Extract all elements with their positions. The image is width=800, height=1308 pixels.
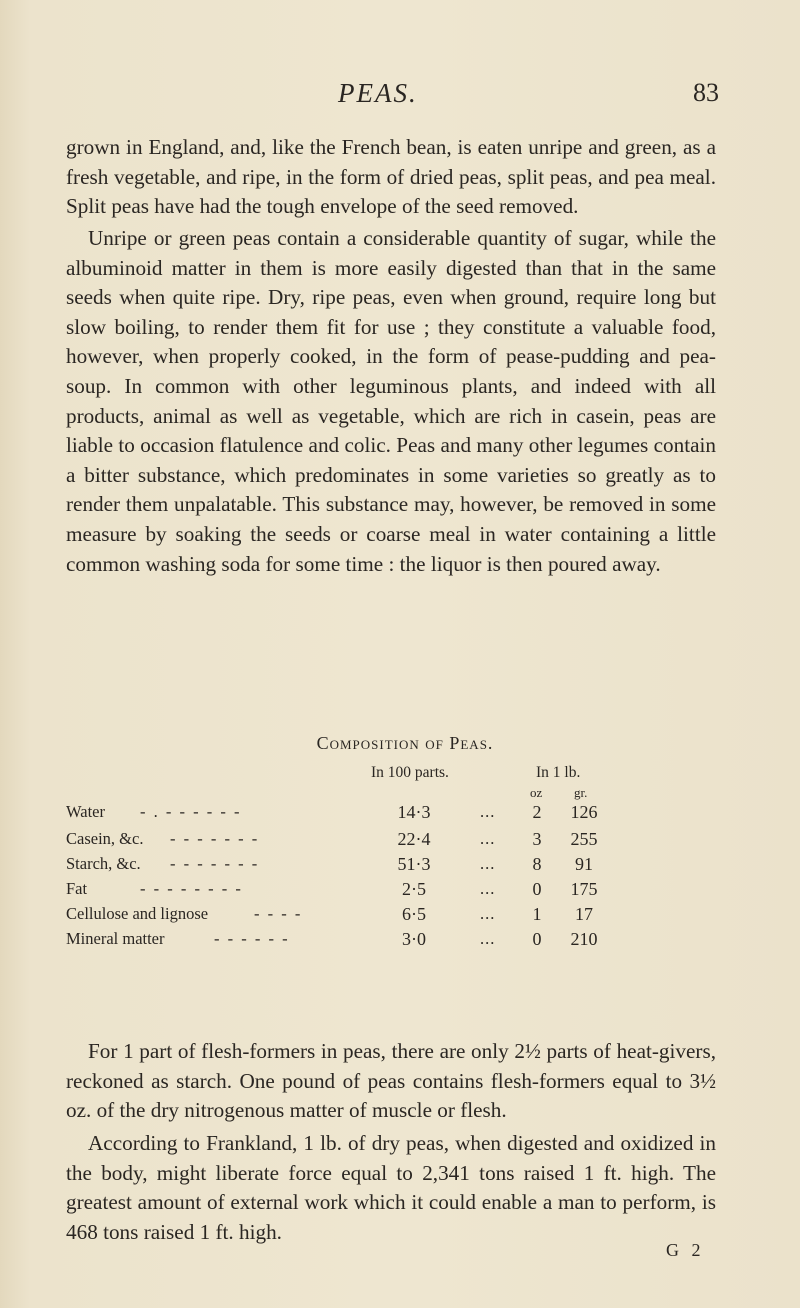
- row-oz: 3: [532, 829, 542, 849]
- row-leader: - - - - - -: [214, 929, 290, 948]
- row-dots: ...: [480, 854, 496, 873]
- table-row: [66, 854, 726, 876]
- row-leader: - - - - - - - -: [140, 879, 243, 898]
- row-label: Water: [66, 802, 105, 821]
- row-oz: 1: [532, 904, 542, 924]
- composition-table: [66, 764, 726, 994]
- row-label: Casein, &c.: [66, 829, 144, 848]
- row-parts: 6·5: [402, 904, 426, 924]
- row-parts: 14·3: [397, 802, 431, 822]
- running-title: PEAS.: [338, 78, 418, 108]
- row-label: Mineral matter: [66, 929, 165, 948]
- row-label: Starch, &c.: [66, 854, 141, 873]
- row-gr: 91: [575, 854, 593, 874]
- row-leader: - - - -: [254, 904, 303, 923]
- row-oz: 0: [532, 929, 542, 949]
- row-dots: ...: [480, 829, 496, 848]
- unit-gr: gr.: [574, 785, 588, 800]
- column-header-1-lb: In 1 lb.: [536, 764, 581, 781]
- row-oz: 2: [532, 802, 542, 822]
- row-dots: ...: [480, 929, 496, 948]
- row-gr: 210: [570, 929, 598, 949]
- row-leader: - - - - - - -: [170, 829, 260, 848]
- row-parts: 51·3: [397, 854, 431, 874]
- table-row: [66, 802, 726, 824]
- paragraph-1: grown in England, and, like the French bean, is eaten unripe and green, as a fresh vegetable, and ripe, in the form of dried peas, split peas, and pea meal. Split peas have had the tough envelope of the seed removed.: [66, 135, 716, 219]
- paragraph-4: According to Frankland, 1 lb. of dry peas, when digested and oxidized in the body, might liberate force equal to 2,341 tons raised 1 ft. high. The greatest amount of external work which it could enable a man to perform, is 468 tons raised 1 ft. high.: [66, 1131, 716, 1244]
- row-parts: 2·5: [402, 879, 426, 899]
- table-row: [66, 879, 726, 901]
- table-row: [66, 929, 726, 951]
- paragraph-2: Unripe or green peas contain a considerable quantity of sugar, while the albuminoid matter in them is more easily digested than that in the same seeds when quite ripe. Dry, ripe peas, even when ground, require long but slow boiling, to render them fit for use ; they constitute a valuable food, however, when properly cooked, in the form of pease-pudding and pea-soup. In common with other leguminous plants, and indeed with all products, animal as well as vegetable, which are rich in casein, peas are liable to occasion flatulence and colic. Peas and many other legumes contain a bitter substance, which predominates in some varieties so greatly as to render them unpalatable. This substance may, however, be removed in some measure by soaking the seeds or coarse meal in water containing a little common washing soda for some time : the liquor is then poured away.: [66, 226, 716, 576]
- table-title: Composition of Peas.: [316, 733, 494, 753]
- row-dots: ...: [480, 904, 496, 923]
- row-leader: - . - - - - - -: [140, 802, 242, 821]
- table-row: [66, 904, 726, 926]
- row-gr: 126: [570, 802, 598, 822]
- row-label: Cellulose and lignose: [66, 904, 209, 923]
- column-header-100-parts: In 100 parts.: [371, 764, 449, 781]
- page-number: 83: [693, 78, 719, 107]
- unit-oz: oz: [530, 785, 543, 800]
- row-gr: 255: [570, 829, 598, 849]
- table-row: [66, 829, 726, 851]
- row-dots: ...: [480, 879, 496, 898]
- row-dots: ...: [480, 802, 496, 821]
- row-oz: 0: [532, 879, 542, 899]
- row-leader: - - - - - - -: [170, 854, 260, 873]
- row-oz: 8: [532, 854, 542, 874]
- signature-mark: G 2: [666, 1240, 705, 1260]
- row-parts: 3·0: [402, 929, 426, 949]
- running-head: [0, 78, 800, 118]
- paragraph-3: For 1 part of flesh-formers in peas, there are only 2½ parts of heat-givers, reckoned as starch. One pound of peas contains flesh-formers equal to 3½ oz. of the dry nitrogenous matter of muscle or flesh.: [66, 1039, 716, 1123]
- row-parts: 22·4: [397, 829, 431, 849]
- row-gr: 175: [570, 879, 598, 899]
- row-label: Fat: [66, 879, 88, 898]
- row-gr: 17: [575, 904, 593, 924]
